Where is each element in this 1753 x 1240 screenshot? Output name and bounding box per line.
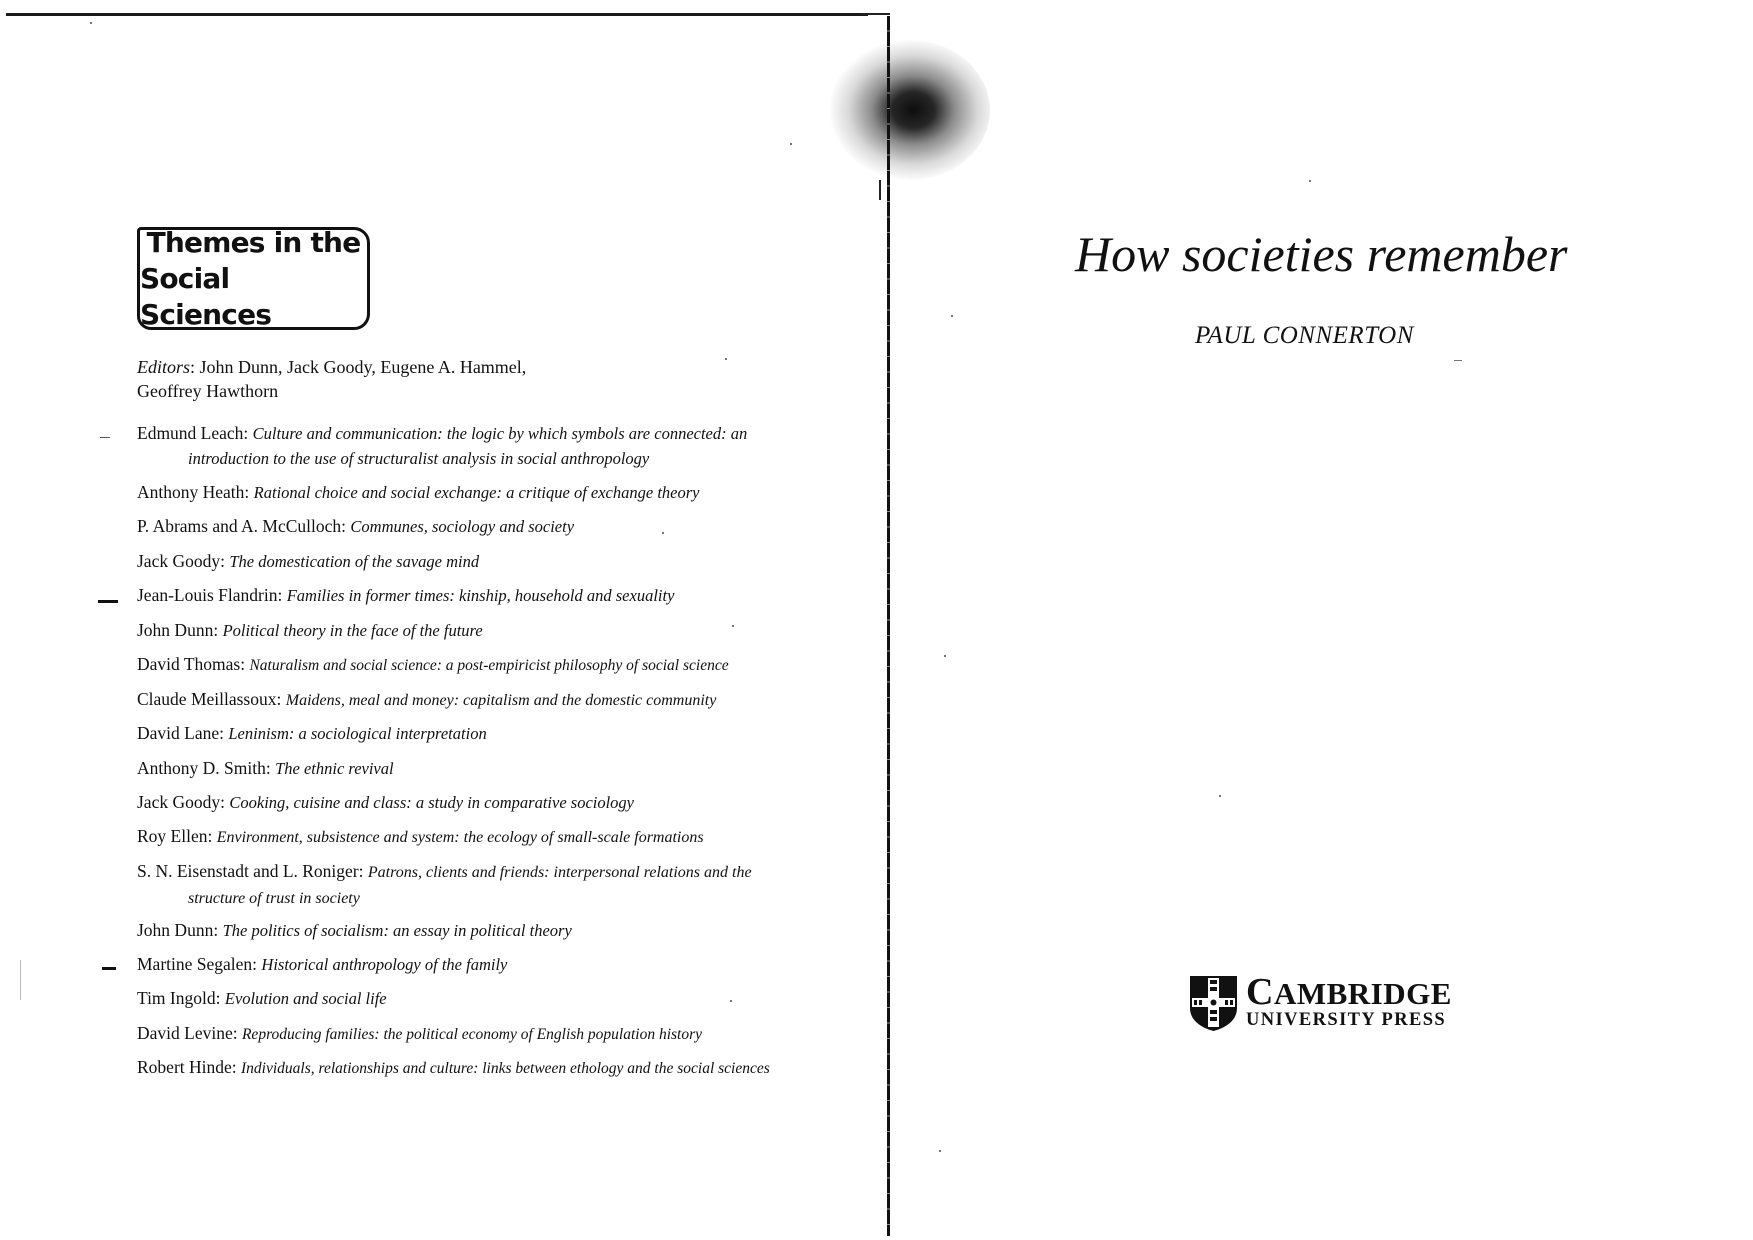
series-entry: Tim Ingold: Evolution and social life [137,988,387,1008]
series-entry: P. Abrams and A. McCulloch: Communes, sociology and society [137,516,575,536]
series-entry: Roy Ellen: Environment, subsistence and system: the ecology of small-scale formations [137,826,704,846]
margin-mark [102,967,116,970]
cambridge-shield-icon [1189,975,1238,1032]
series-entry: Jack Goody: Cooking, cuisine and class: a study in comparative sociology [137,792,635,812]
series-logo-line2: Social Sciences [140,261,272,331]
series-entry: S. N. Eisenstadt and L. Roniger: Patrons, clients and friends: interpersonal relations and the structure of trust in society [137,861,752,907]
publisher-name: CAMBRIDGE [1246,971,1452,1013]
series-entry: Anthony D. Smith: The ethnic revival [137,758,394,778]
series-entry: John Dunn: The politics of socialism: an essay in political theory [137,920,572,940]
top-rule-corner [860,13,890,15]
series-entry: Jack Goody: The domestication of the savage mind [137,551,480,571]
series-entry: John Dunn: Political theory in the face of the future [137,620,483,640]
series-entry: Martine Segalen: Historical anthropology of the family [137,954,508,974]
margin-mark [98,600,118,603]
series-logo-box [137,227,370,330]
series-entry: Jean-Louis Flandrin: Families in former times: kinship, household and sexuality [137,585,675,605]
editors-label: Editors [137,357,191,377]
series-entry: David Thomas: Naturalism and social science: a post-empiricist philosophy of social science [137,654,729,674]
book-title: How societies remember [1075,226,1568,282]
publisher-logo [1189,972,1452,1034]
editors-names-line1: : John Dunn, Jack Goody, Eugene A. Hammel, [190,357,527,377]
editors-names-line2: Geoffrey Hawthorn [137,381,279,401]
series-entry: Anthony Heath: Rational choice and social exchange: a critique of exchange theory [137,482,700,502]
book-author: PAUL CONNERTON [1195,322,1414,349]
series-logo-line1: Themes in the [146,225,361,259]
top-rule [6,13,868,16]
series-entry: Edmund Leach: Culture and communication: the logic by which symbols are connected: an introduction to the use of structuralist analysis in social anthropology [137,423,748,468]
series-entry: Claude Meillassoux: Maidens, meal and money: capitalism and the domestic community [137,689,717,709]
series-entry: David Lane: Leninism: a sociological interpretation [137,723,487,743]
margin-mark [100,437,110,438]
right-page [889,0,1753,1240]
series-entry: David Levine: Reproducing families: the political economy of English population history [137,1023,703,1043]
series-editors [137,355,777,403]
series-entry: Robert Hinde: Individuals, relationships and culture: links between ethology and the social sciences [137,1057,770,1077]
publisher-subtitle: UNIVERSITY PRESS [1246,1010,1447,1030]
